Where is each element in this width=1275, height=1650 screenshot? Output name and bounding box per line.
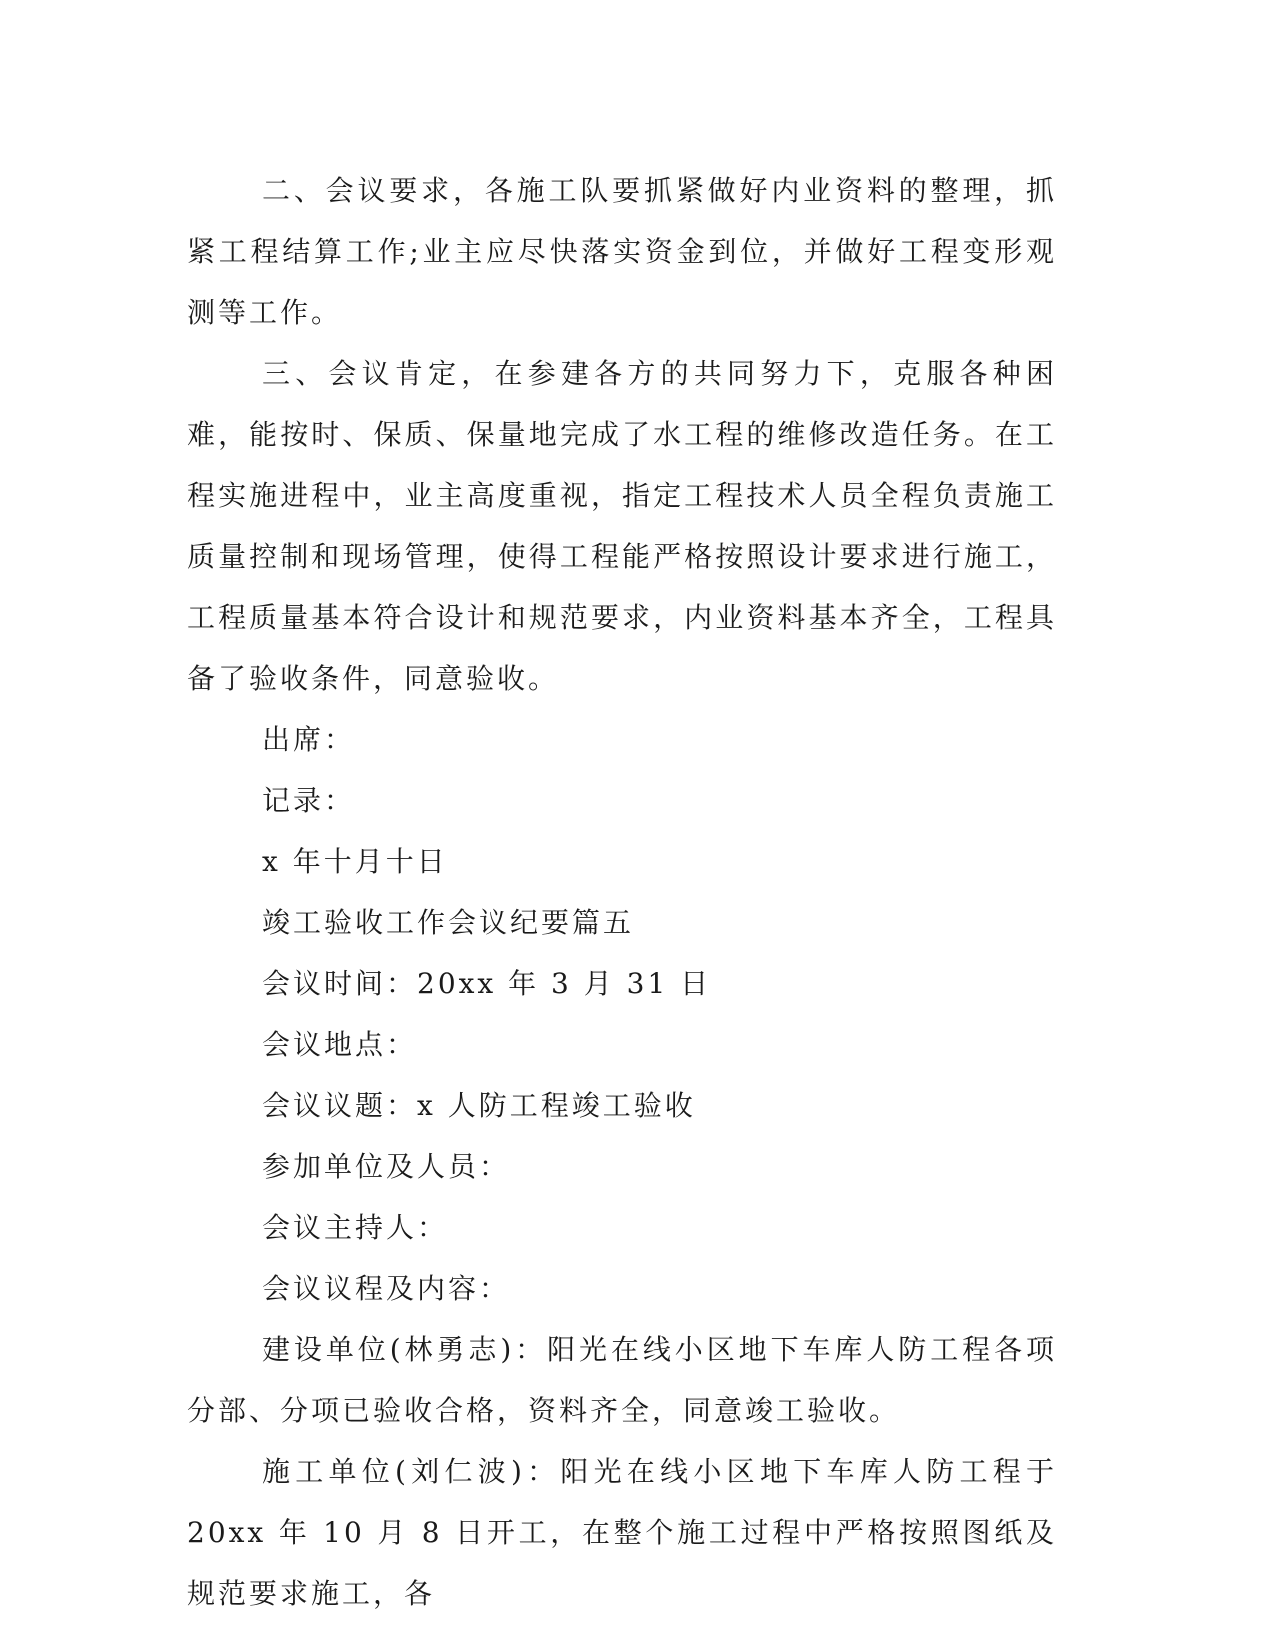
date-line: x 年十月十日 bbox=[262, 845, 448, 878]
document-body bbox=[187, 160, 1057, 1624]
agenda-line: 会议议程及内容： bbox=[262, 1272, 511, 1305]
recorder-line: 记录： bbox=[262, 784, 356, 817]
paragraph-construction-unit: 建设单位(林勇志)：阳光在线小区地下车库人防工程各项分部、分项已验收合格，资料齐全，同意竣工验收。 bbox=[187, 1333, 1057, 1427]
host-line: 会议主持人： bbox=[262, 1211, 449, 1244]
meeting-time-line: 会议时间：20xx 年 3 月 31 日 bbox=[262, 967, 712, 1000]
meeting-topic-line: 会议议题：x 人防工程竣工验收 bbox=[262, 1089, 696, 1122]
paragraph-meeting-requirements: 二、会议要求，各施工队要抓紧做好内业资料的整理，抓紧工程结算工作;业主应尽快落实资金到位，并做好工程变形观测等工作。 bbox=[187, 174, 1057, 329]
attendance-line: 出席： bbox=[262, 723, 356, 756]
paragraph-meeting-affirmation: 三、会议肯定，在参建各方的共同努力下，克服各种困难，能按时、保质、保量地完成了水工程的维修改造任务。在工程实施进程中，业主高度重视，指定工程技术人员全程负责施工质量控制和现场管理，使得工程能严格按照设计要求进行施工，工程质量基本符合设计和规范要求，内业资料基本齐全，工程具备了验收条件，同意验收。 bbox=[187, 357, 1057, 695]
meeting-location-line: 会议地点： bbox=[262, 1028, 418, 1061]
paragraph-contractor-unit: 施工单位(刘仁波)：阳光在线小区地下车库人防工程于 20xx 年 10 月 8 日开工，在整个施工过程中严格按照图纸及规范要求施工，各 bbox=[187, 1455, 1057, 1610]
section-heading: 竣工验收工作会议纪要篇五 bbox=[262, 906, 635, 939]
participants-line: 参加单位及人员： bbox=[262, 1150, 511, 1183]
